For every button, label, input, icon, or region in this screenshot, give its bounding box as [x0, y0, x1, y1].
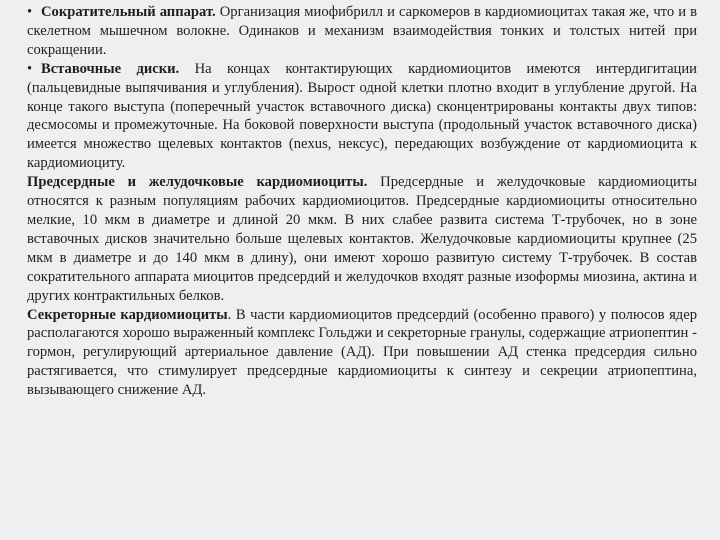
paragraph-atrial-ventricular	[27, 173, 697, 305]
paragraph-secretory	[27, 306, 697, 401]
bullet-2: •	[27, 60, 33, 77]
heading-intercalated-discs: Вставочные диски.	[41, 60, 180, 77]
bullet-1: •	[27, 4, 33, 20]
paragraph-intercalated-discs	[27, 60, 697, 173]
body-intercalated-discs: На концах контактирующих кардиомиоцитов имеются интердигитации (пальцевидные выпячивания и углубления). Вырост одной клетки плотно входит в углубление другой. На конце такого выступа (поперечный участок вставочного диска) сконцентрированы контакты двух типов: десмосомы и промежуточные. На боковой поверхности выступа (продольный участок вставочного диска) имеется множество щелевых контактов (nexus, нексус), передающих возбуждение от кардиомиоцита к кардиомиоциту.	[27, 60, 697, 172]
heading-atrial-ventricular: Предсердные и желудочковые кардиомиоциты.	[27, 174, 368, 191]
heading-secretory: Секреторные кардиомиоциты	[27, 306, 228, 323]
body-contractile-apparatus: Организация миофибрилл и саркомеров в кардиомиоцитах такая же, что и в скелетном мышечном волокне. Одинаков и механизм взаимодействия тонких и толстых нитей при сокращении.	[27, 4, 697, 58]
document-page	[27, 3, 697, 400]
body-secretory: . В части кардиомиоцитов предсердий (особенно правого) у полюсов ядер располагаются хорошо выраженный комплекс Гольджи и секреторные гранулы, содержащие атриопептин - гормон, регулирующий артериальное давление (АД). При повышении АД стенка предсердия сильно растягивается, что стимулирует предсердные кардиомиоциты к синтезу и секреции атриопептина, вызывающего снижение АД.	[27, 306, 697, 399]
heading-contractile-apparatus: Сократительный аппарат.	[41, 4, 216, 20]
body-atrial-ventricular: Предсердные и желудочковые кардиомиоциты относятся к разным популяциям рабочих кардиомиоцитов. Предсердные кардиомиоциты относительно мелкие, 10 мкм в диаметре и длиной 20 мкм. В них слабее развита система Т-трубочек, но в зоне вставочных дисков значительно больше щелевых контактов. Желудочковые кардиомиоциты крупнее (25 мкм в диаметре и до 140 мкм в длину), они имеют хорошо развитую систему Т-трубочек. В состав сократительного аппарата миоцитов предсердий и желудочков входят разные изоформы миозина, актина и других контрактильных белков.	[27, 174, 697, 304]
paragraph-contractile-apparatus	[27, 3, 697, 60]
